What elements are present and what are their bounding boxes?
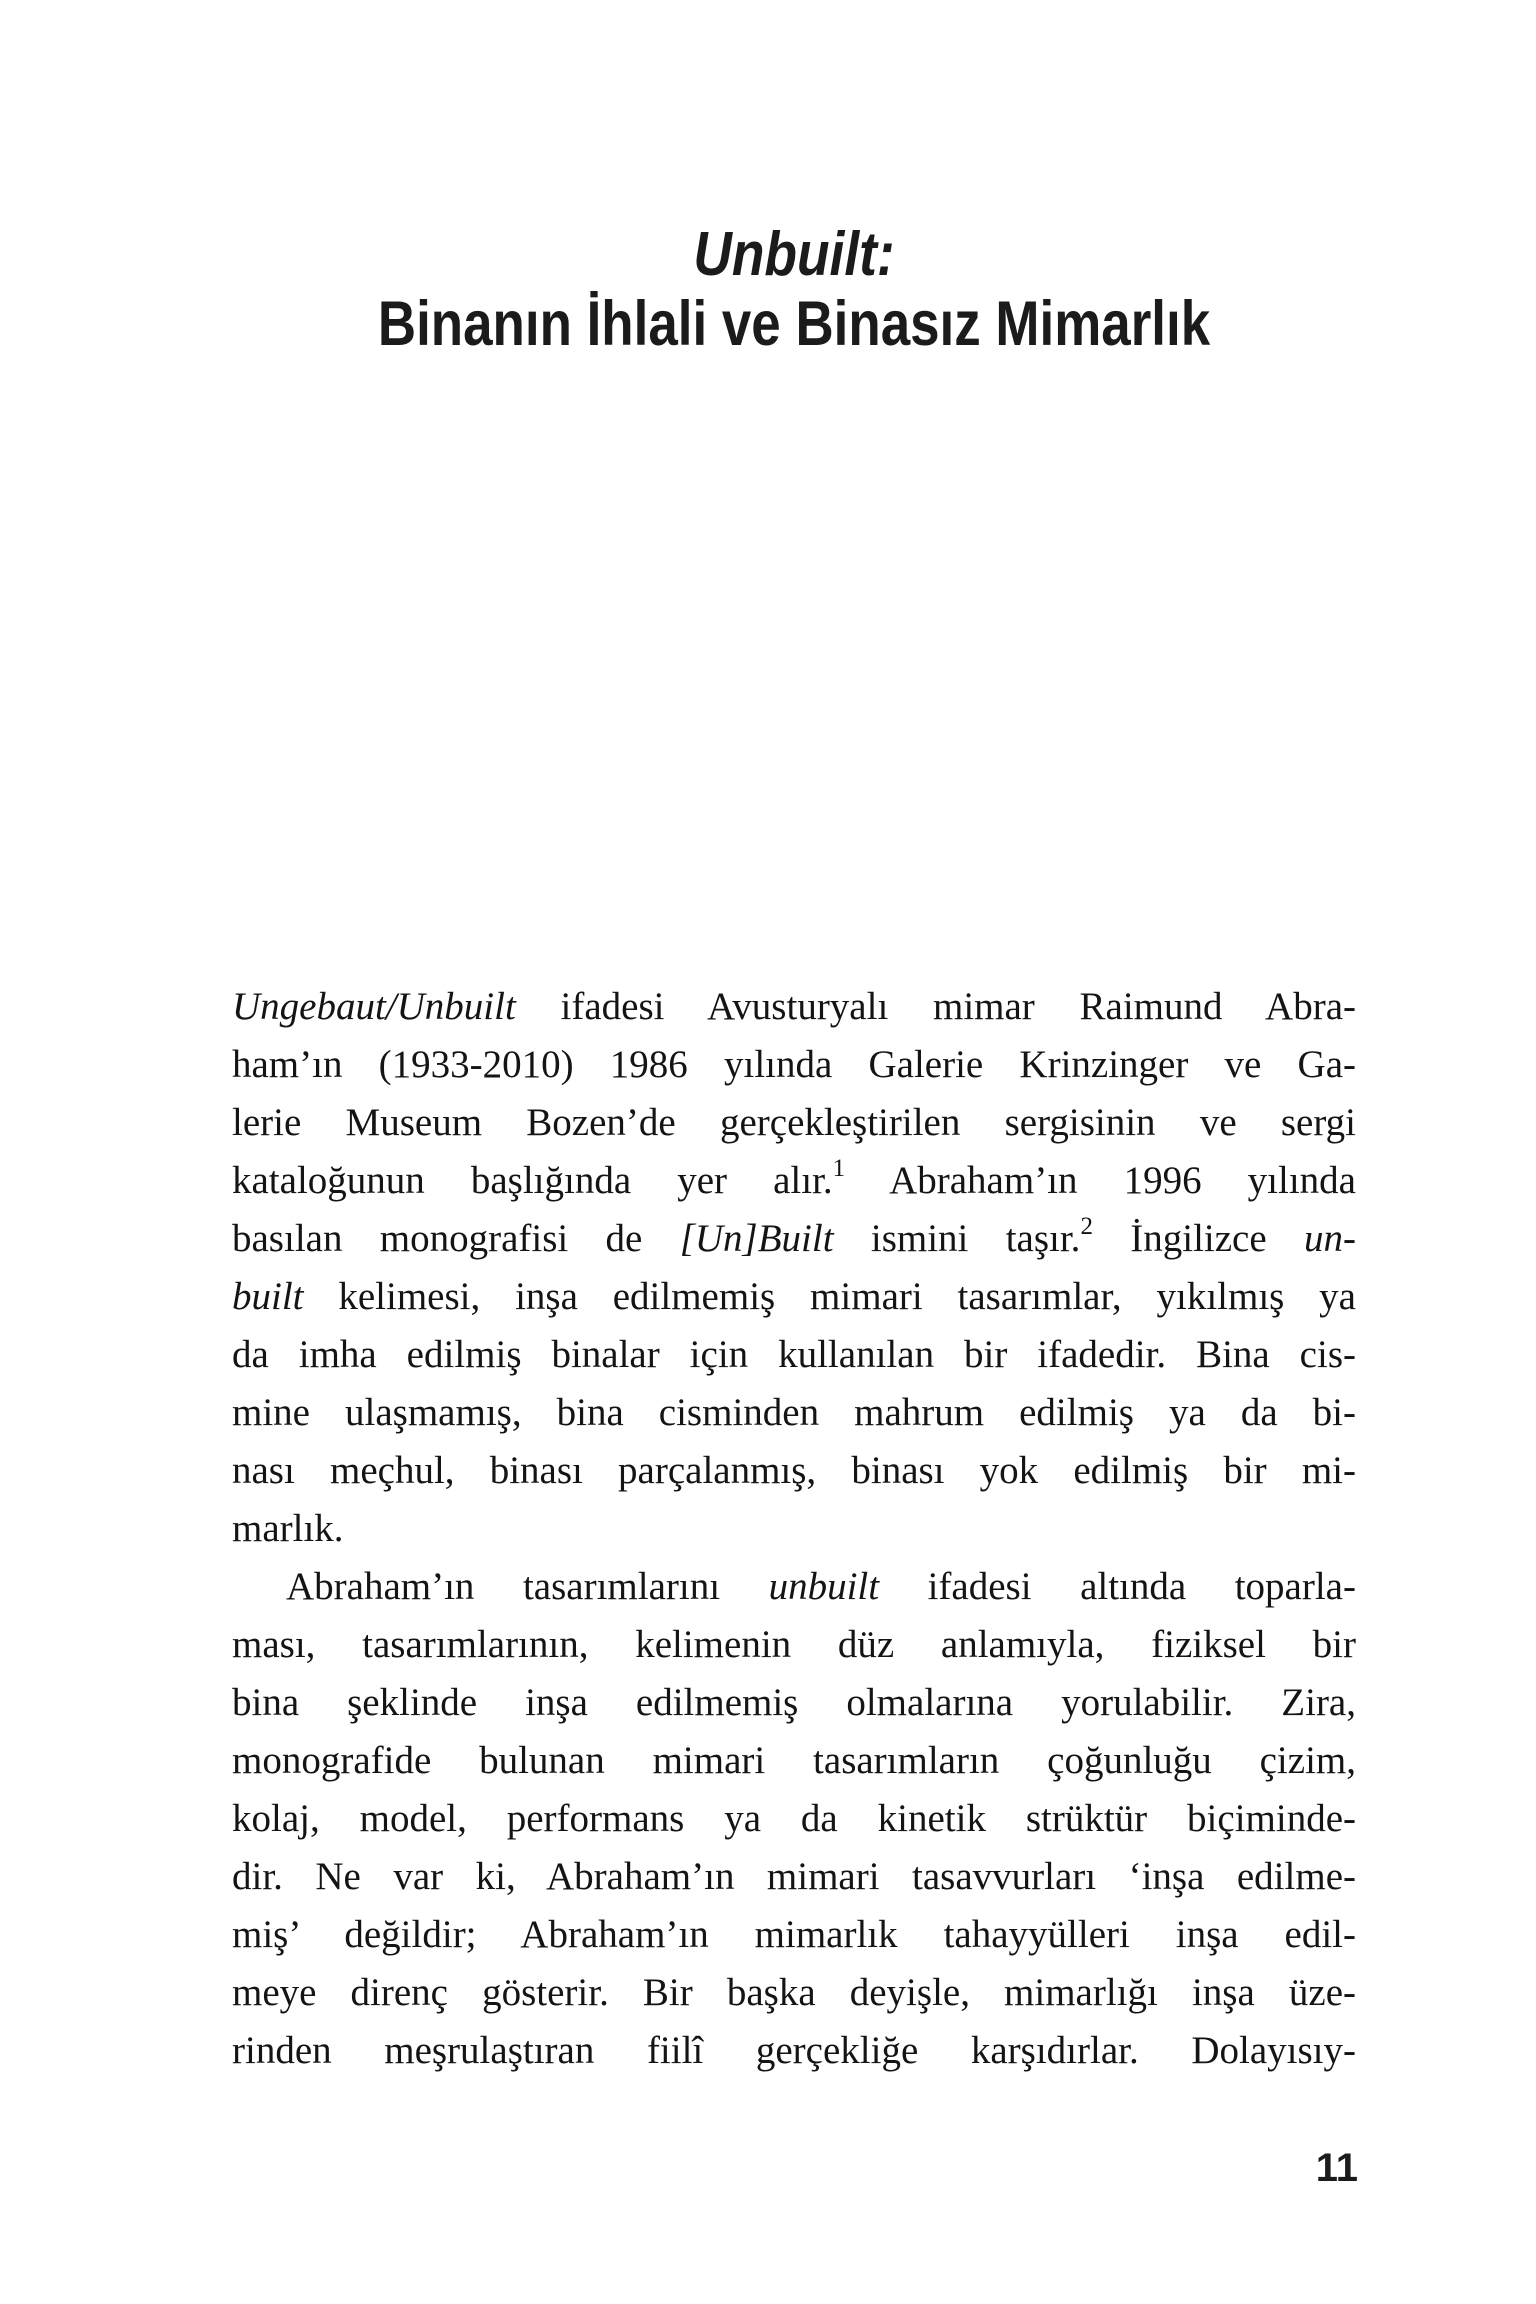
footnote-marker: 1	[832, 1155, 846, 1182]
text-line	[232, 1558, 1356, 1616]
text-segment: da imha edilmiş binalar için kullanılan bir ifadedir. Bina cis-	[232, 1333, 1356, 1376]
text-segment: ham’ın (1933-2010) 1986 yılında Galerie Krinzinger ve Ga-	[232, 1043, 1356, 1086]
text-segment: rinden meşrulaştıran fiilî gerçekliğe karşıdırlar. Dolayısıy-	[232, 2029, 1356, 2072]
text-segment: ismini taşır.	[833, 1217, 1081, 1260]
italic-text: unbuilt	[768, 1565, 880, 1608]
text-line	[232, 1094, 1356, 1152]
text-segment: marlık.	[232, 1507, 344, 1550]
text-line	[232, 1326, 1356, 1384]
text-line	[232, 1790, 1356, 1848]
text-line	[232, 1442, 1356, 1500]
text-segment: mine ulaşmamış, bina cisminden mahrum edilmiş ya da bi-	[232, 1391, 1356, 1434]
text-segment: dir. Ne var ki, Abraham’ın mimari tasavvurları ‘inşa edilme-	[232, 1855, 1356, 1898]
text-line	[232, 1674, 1356, 1732]
text-line	[232, 2022, 1356, 2080]
text-line	[232, 1268, 1356, 1326]
text-segment: lerie Museum Bozen’de gerçekleştirilen sergisinin ve sergi	[232, 1101, 1356, 1144]
text-line	[232, 1616, 1356, 1674]
italic-text: un-	[1304, 1217, 1356, 1260]
text-segment: miş’ değildir; Abraham’ın mimarlık tahayyülleri inşa edil-	[232, 1913, 1356, 1956]
text-line	[232, 1906, 1356, 1964]
text-line	[232, 1152, 1356, 1210]
text-line	[232, 1210, 1356, 1268]
text-segment: kataloğunun başlığında yer alır.	[232, 1159, 833, 1202]
text-segment: kelimesi, inşa edilmemiş mimari tasarımlar, yıkılmış ya	[303, 1275, 1356, 1318]
footnote-marker: 2	[1080, 1213, 1093, 1240]
text-segment: ması, tasarımlarının, kelimenin düz anlamıyla, fiziksel bir	[232, 1623, 1356, 1666]
chapter-heading	[232, 222, 1356, 358]
text-line	[232, 1500, 1356, 1558]
text-line	[232, 1384, 1356, 1442]
text-line	[232, 1964, 1356, 2022]
italic-text: Ungebaut/Unbuilt	[232, 985, 516, 1028]
text-segment: ifadesi Avusturyalı mimar Raimund Abra-	[515, 985, 1356, 1028]
text-segment: İngilizce	[1092, 1217, 1304, 1260]
text-segment: kolaj, model, performans ya da kinetik strüktür biçiminde-	[232, 1797, 1356, 1840]
text-line	[232, 1036, 1356, 1094]
text-segment: ifadesi altında toparla-	[879, 1565, 1356, 1608]
chapter-subtitle: Binanın İhlali ve Binasız Mimarlık	[377, 289, 1211, 359]
text-segment: Abraham’ın tasarımlarını	[286, 1565, 769, 1608]
text-line	[232, 1732, 1356, 1790]
paragraph	[232, 978, 1356, 1558]
page-number: 11	[1315, 2146, 1358, 2190]
text-line	[232, 978, 1356, 1036]
text-segment: monografide bulunan mimari tasarımların çoğunluğu çizim,	[232, 1739, 1356, 1782]
text-segment: bina şeklinde inşa edilmemiş olmalarına yorulabilir. Zira,	[232, 1681, 1356, 1724]
italic-text: built	[232, 1275, 304, 1318]
text-segment: meye direnç gösterir. Bir başka deyişle, mimarlığı inşa üze-	[232, 1971, 1356, 2014]
body-text	[232, 978, 1356, 2080]
text-segment: basılan monografisi de	[232, 1217, 680, 1260]
italic-text: [Un]Built	[679, 1217, 834, 1260]
text-segment: nası meçhul, binası parçalanmış, binası yok edilmiş bir mi-	[232, 1449, 1356, 1492]
text-segment: Abraham’ın 1996 yılında	[845, 1159, 1356, 1202]
paragraph	[232, 1558, 1356, 2080]
chapter-title: Unbuilt:	[693, 220, 895, 289]
text-line	[232, 1848, 1356, 1906]
